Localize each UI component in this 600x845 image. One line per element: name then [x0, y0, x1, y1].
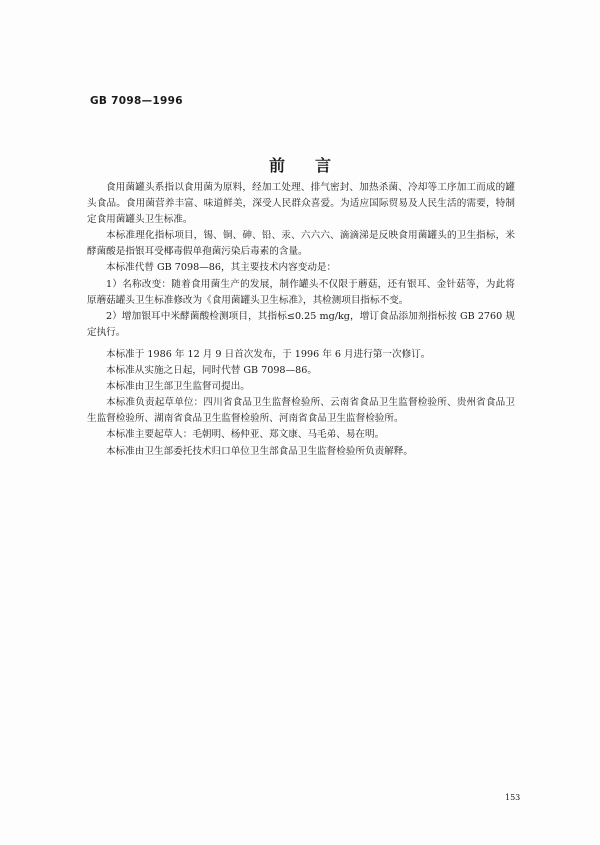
paragraph-drafters: 本标准主要起草人：毛朝明、杨仲亚、郑文康、马毛弟、易在明。	[106, 429, 385, 441]
paragraph-publication: 本标准于 1986 年 12 月 9 日首次发布，于 1996 年 6 月进行第一次修订。	[106, 348, 431, 360]
paragraph-proposed-by: 本标准由卫生部卫生监督司提出。	[106, 381, 250, 393]
paragraph-replaces: 本标准代替 GB 7098—86，其主要技术内容变动是：	[106, 262, 337, 274]
document-body	[87, 180, 515, 460]
page-title: 前言	[268, 156, 361, 175]
paragraph-intro: 食用菌罐头系指以食用菌为原料，经加工处理、排气密封、加热杀菌、冷却等工序加工而成的罐头食品。食用菌营养丰富、味道鲜美，深受人民群众喜爱。为适应国际贸易及人民生活的需要，特制定食用菌罐头卫生标准。	[87, 182, 515, 226]
paragraph-effective: 本标准从实施之日起，同时代替 GB 7098—86。	[106, 365, 317, 377]
paragraph-change-1: 1）名称改变：随着食用菌生产的发展，制作罐头不仅限于蘑菇，还有银耳、金针菇等，为此将原蘑菇罐头卫生标准修改为《食用菌罐头卫生标准》，其检测项目指标不变。	[87, 278, 515, 306]
standard-code: GB 7098—1996	[90, 95, 183, 107]
paragraph-interpretation: 本标准由卫生部委托技术归口单位卫生部食品卫生监督检验所负责解释。	[106, 445, 413, 457]
page-number: 153	[505, 793, 521, 802]
paragraph-indicators: 本标准理化指标项目，锡、铜、砷、铅、汞、六六六、滴滴涕是反映食用菌罐头的卫生指标，米酵菌酸是指银耳受椰毒假单孢菌污染后毒素的含量。	[87, 230, 515, 258]
paragraph-drafting-units: 本标准负责起草单位：四川省食品卫生监督检验所、云南省食品卫生监督检验所、贵州省食品卫生监督检验所、湖南省食品卫生监督检验所、河南省食品卫生监督检验所。	[87, 397, 515, 425]
paragraph-change-2: 2）增加银耳中米酵菌酸检测项目，其指标≤0.25 mg/kg，增订食品添加剂指标按 GB 2760 规定执行。	[87, 310, 515, 338]
